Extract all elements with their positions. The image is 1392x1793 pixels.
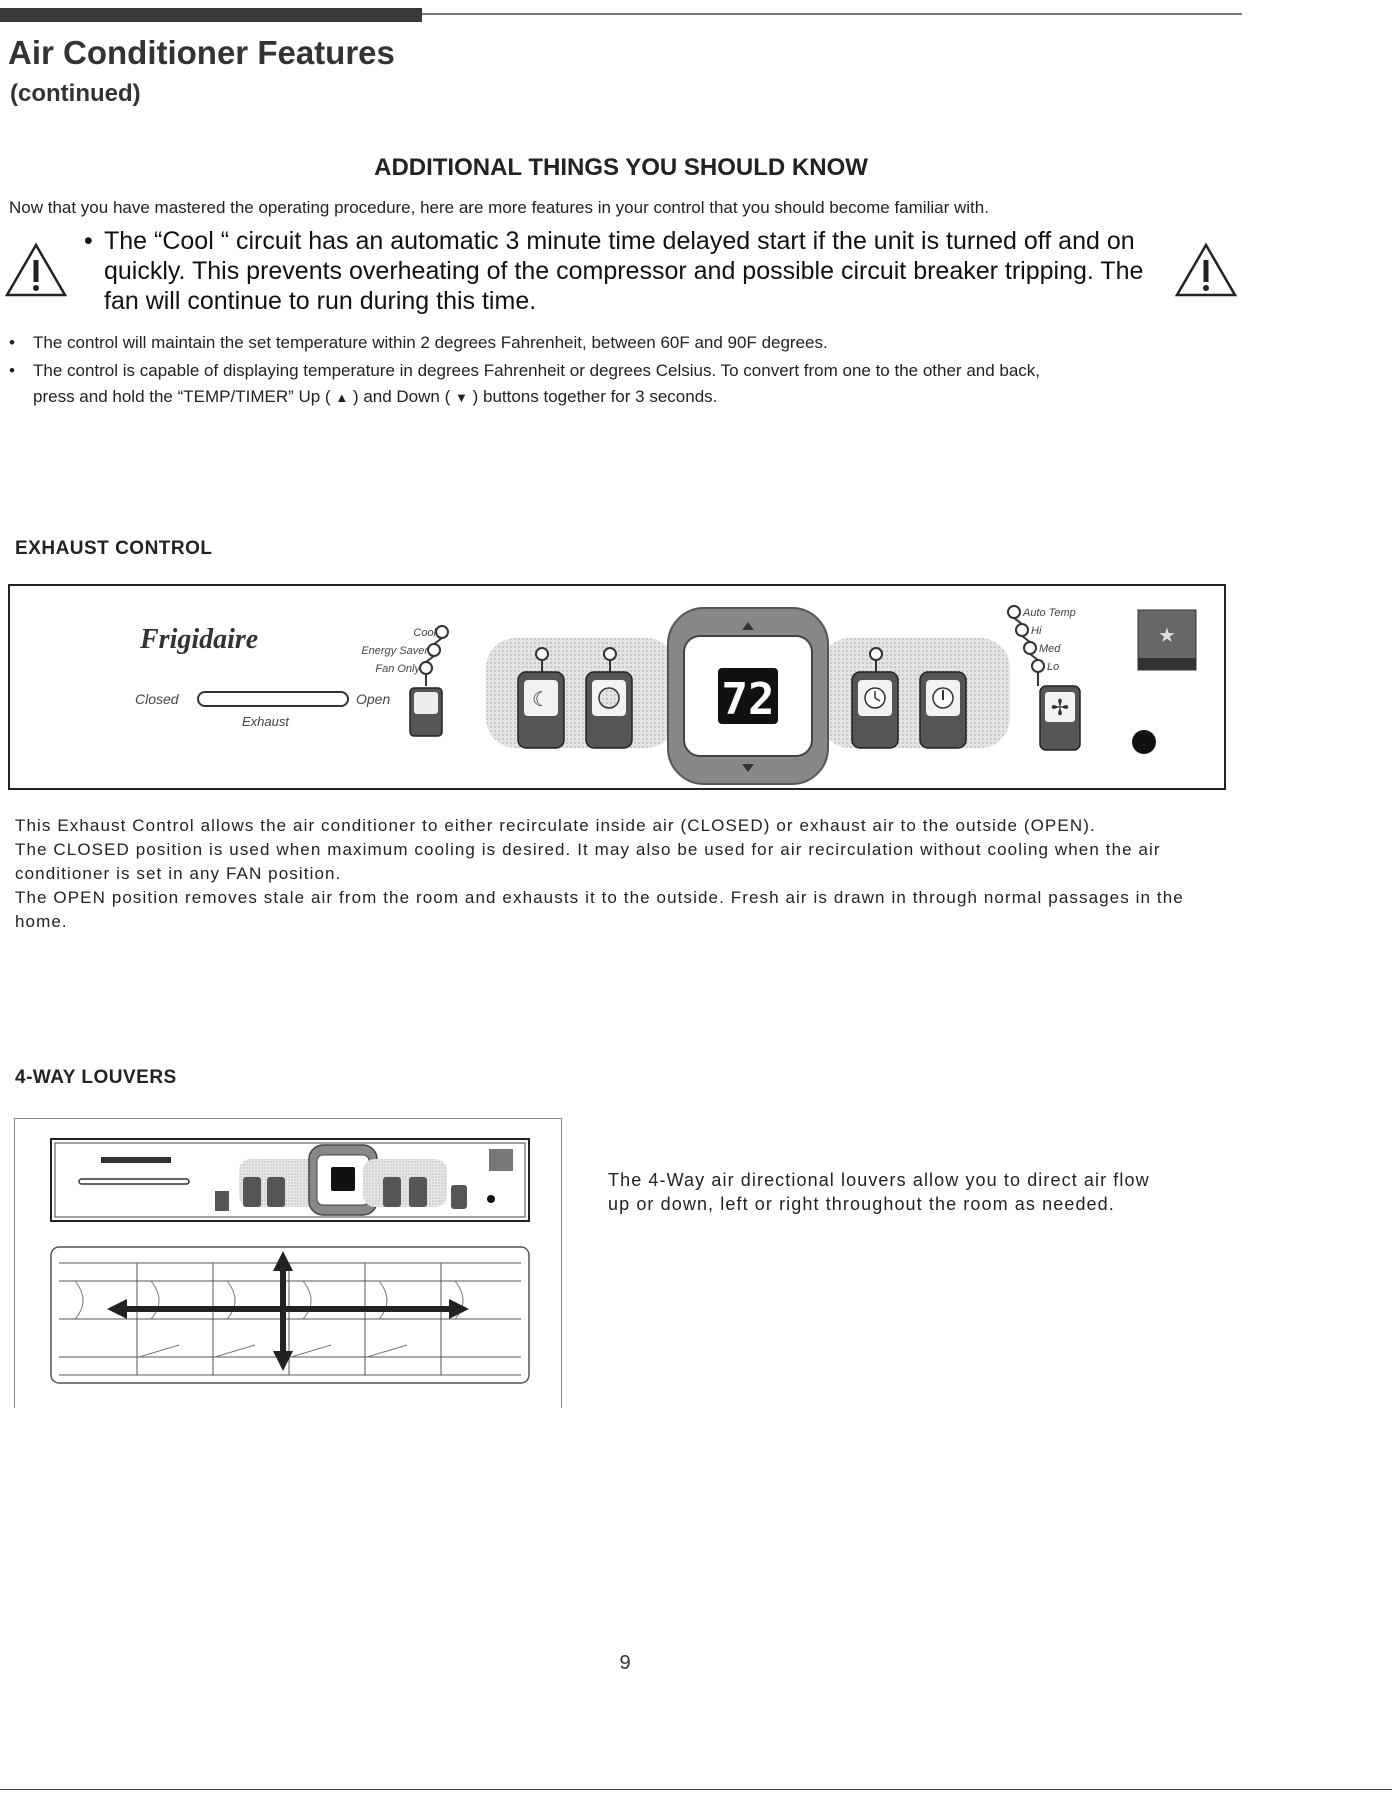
fan-icon: ✢ bbox=[1050, 695, 1070, 720]
auto-temp-indicator bbox=[1008, 606, 1020, 618]
up-triangle-icon: ▲ bbox=[335, 390, 349, 405]
med-indicator bbox=[1024, 642, 1036, 654]
down-triangle-icon: ▼ bbox=[455, 390, 468, 405]
brand-logo: Frigidaire bbox=[140, 624, 259, 655]
star-icon: ★ bbox=[1158, 625, 1176, 647]
page-subtitle: (continued) bbox=[10, 80, 141, 107]
warning-bullet: • bbox=[84, 227, 93, 255]
exhaust-paragraph-2: The CLOSED position is used when maximum cooling is desired. It may also be used for air recirculation without cooling when the air conditioner is set in any FAN position. bbox=[15, 840, 1161, 883]
fan-only-label: Fan Only bbox=[375, 663, 420, 675]
header-rule-dark bbox=[0, 8, 422, 22]
filter-icon bbox=[599, 688, 619, 708]
hi-indicator bbox=[1016, 624, 1028, 636]
display-value: 72 bbox=[721, 674, 775, 725]
louvers-heading: 4-WAY LOUVERS bbox=[15, 1067, 177, 1088]
louver-svg bbox=[15, 1119, 563, 1409]
bullet-temperature-range: • The control will maintain the set temperature within 2 degrees Fahrenheit, between 60F and 90F degrees. bbox=[9, 333, 828, 352]
warning-left-icon bbox=[4, 242, 68, 298]
energy-saver-indicator bbox=[428, 644, 440, 656]
louver-illustration bbox=[14, 1118, 562, 1408]
exhaust-paragraph-3: The OPEN position removes stale air from the room and exhausts it to the outside. Fresh air is drawn in through normal passages in the home. bbox=[15, 888, 1184, 931]
page-number: 9 bbox=[619, 1652, 631, 1674]
exhaust-paragraph-1: This Exhaust Control allows the air conditioner to either recirculate inside air (CLOSED) or exhaust air to the outside (OPEN). bbox=[15, 816, 1096, 835]
exhaust-heading: EXHAUST CONTROL bbox=[15, 538, 213, 559]
lo-indicator bbox=[1032, 660, 1044, 672]
warning-text: • The “Cool “ circuit has an automatic 3 minute time delayed start if the unit is turned off and on quickly. This prevents overheating of the compressor and possible circuit breaker tripping. The fan will continue to run during this time. bbox=[84, 227, 1144, 315]
hi-label: Hi bbox=[1031, 625, 1042, 637]
indicator-light bbox=[1132, 730, 1156, 754]
auto-temp-label: Auto Temp bbox=[1023, 607, 1076, 619]
moon-icon: ☾ bbox=[532, 689, 550, 711]
fan-only-indicator bbox=[420, 662, 432, 674]
left-button-pad bbox=[486, 638, 676, 748]
exhaust-slider[interactable] bbox=[198, 692, 348, 706]
cool-indicator bbox=[436, 626, 448, 638]
control-panel-svg bbox=[10, 586, 1226, 790]
cool-label: Cool bbox=[413, 627, 436, 639]
bullet-fahrenheit-celsius: • The control is capable of displaying temperature in degrees Fahrenheit or degrees Celsius. To convert from one to the other and back, press and hold the “TEMP/TIMER” Up ( ▲ ) and Down ( ▼ ) buttons together for 3 seconds. bbox=[9, 361, 1041, 406]
exhaust-description bbox=[15, 814, 1235, 934]
header-rule-thin bbox=[422, 13, 1242, 15]
additional-heading: ADDITIONAL THINGS YOU SHOULD KNOW bbox=[374, 154, 868, 181]
intro-text: Now that you have mastered the operating procedure, here are more features in your control that you should become familiar with. bbox=[9, 198, 989, 217]
energy-saver-label: Energy Saver bbox=[361, 645, 428, 657]
page-title: Air Conditioner Features bbox=[8, 34, 395, 71]
right-button-pad bbox=[820, 638, 1010, 748]
closed-label: Closed bbox=[135, 691, 179, 707]
footer-rule bbox=[0, 1789, 1392, 1790]
louvers-description: The 4-Way air directional louvers allow you to direct air flow up or down, left or right throughout the room as needed. bbox=[608, 1170, 1150, 1214]
control-panel-illustration bbox=[8, 584, 1226, 790]
exhaust-label: Exhaust bbox=[242, 714, 289, 729]
warning-right-icon bbox=[1174, 242, 1238, 298]
open-label: Open bbox=[356, 691, 391, 707]
lo-label: Lo bbox=[1047, 661, 1060, 673]
med-label: Med bbox=[1039, 643, 1061, 655]
